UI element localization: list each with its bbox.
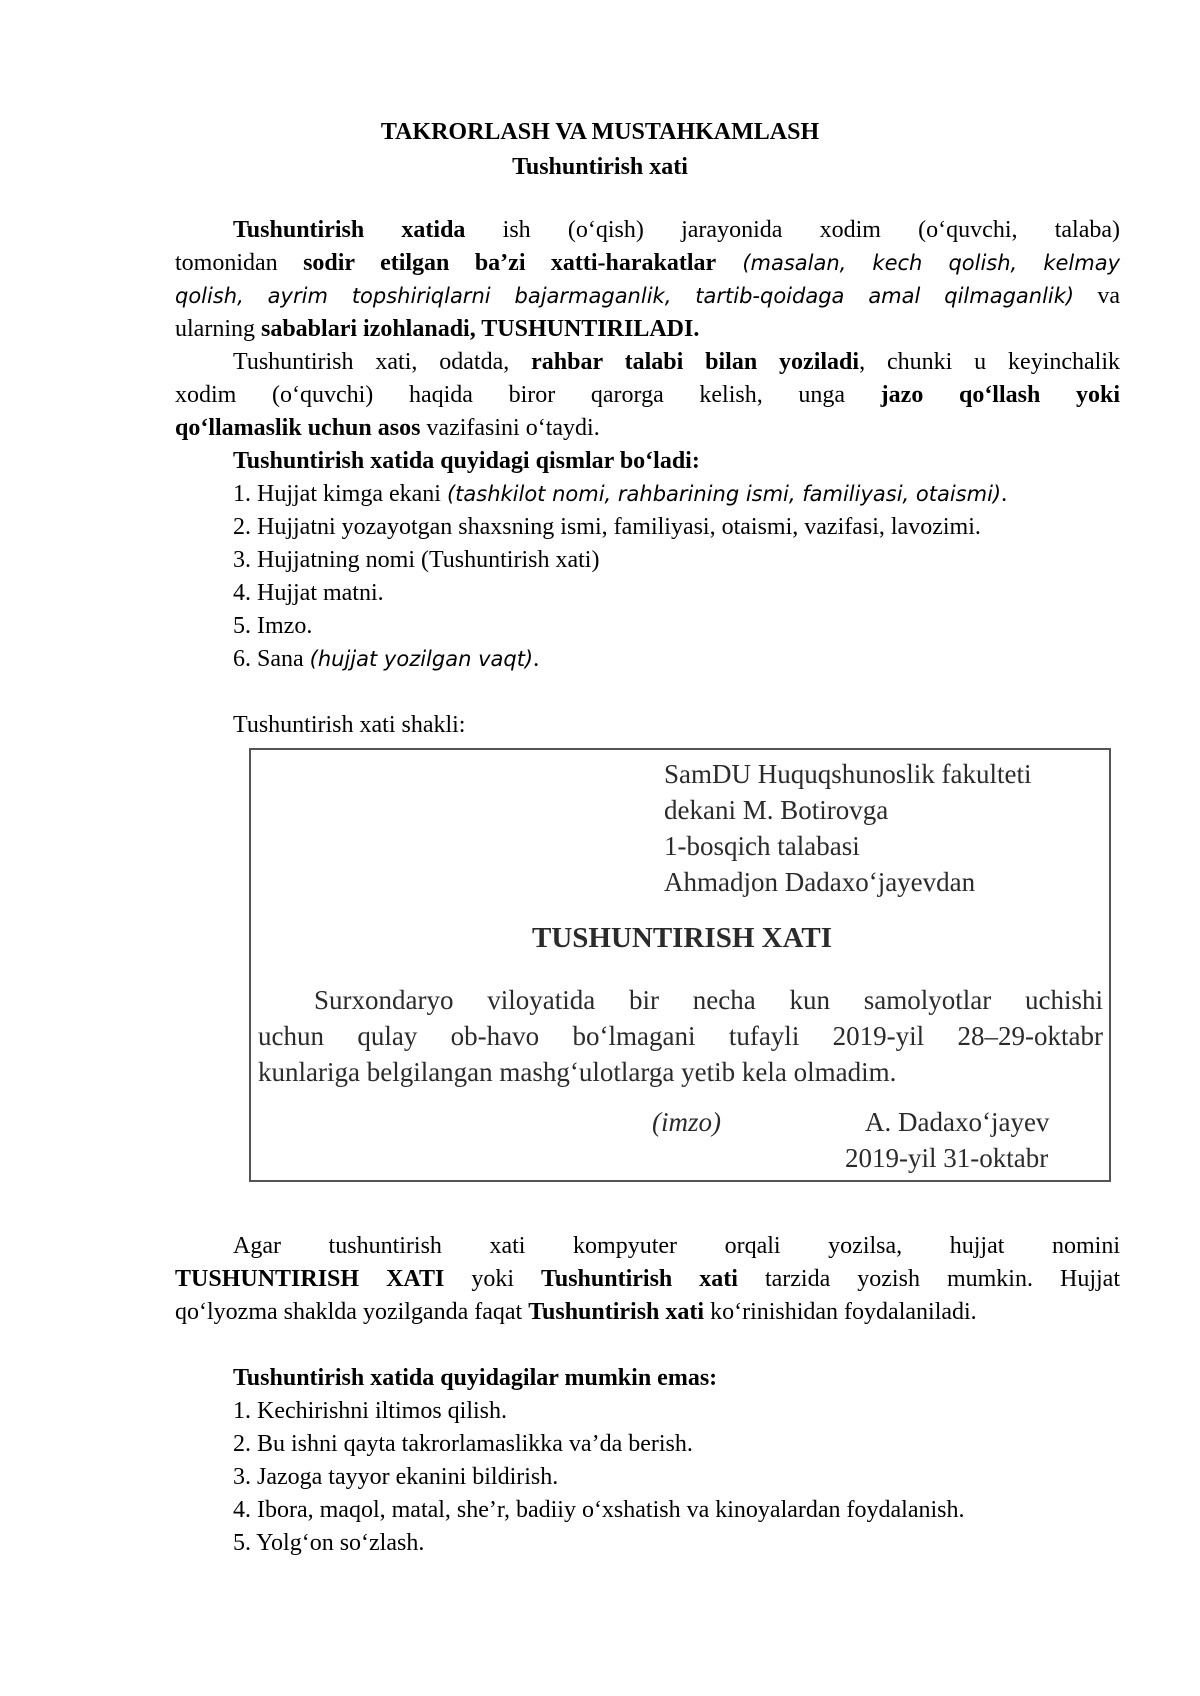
signer-name: A. Dadaxo‘jayev bbox=[865, 1107, 1050, 1137]
para3-line-2: TUSHUNTIRISH XATI yoki Tushuntirish xati tarzida yozish mumkin. Hujjat bbox=[175, 1266, 1120, 1292]
list-item: 2. Bu ishni qayta takrorlamaslikka va’da berish. bbox=[233, 1431, 693, 1457]
para3-line-1: Agar tushuntirish xati kompyuter orqali yozilsa, hujjat nomini bbox=[233, 1233, 1120, 1259]
intro-line-3: qolish, ayrim topshiriqlarni bajarmaganlik, tartib-qoidaga amal qilmaganlik) va bbox=[175, 283, 1120, 309]
intro-line-2: tomonidan sodir etilgan ba’zi xatti-harakatlar (masalan, kech qolish, kelmay bbox=[175, 250, 1120, 276]
page-subtitle: Tushuntirish xati bbox=[512, 154, 688, 180]
page-title: TAKRORLASH VA MUSTAHKAMLASH bbox=[380, 119, 820, 145]
letter-body-line: Surxondaryo viloyatida bir necha kun samolyotlar uchishi bbox=[314, 985, 1103, 1015]
list-item: 1. Hujjat kimga ekani (tashkilot nomi, rahbarining ismi, familiyasi, otaismi). bbox=[233, 481, 1008, 507]
list-item: 2. Hujjatni yozayotgan shaxsning ismi, familiyasi, otaismi, vazifasi, lavozimi. bbox=[233, 514, 981, 540]
para2-line-2: xodim (o‘quvchi) haqida biror qarorga kelish, unga jazo qo‘llash yoki bbox=[175, 382, 1121, 408]
letter-date: 2019-yil 31-oktabr bbox=[845, 1143, 1049, 1173]
list-item: 1. Kechirishni iltimos qilish. bbox=[233, 1398, 507, 1424]
list-item: 3. Jazoga tayyor ekanini bildirish. bbox=[233, 1464, 559, 1490]
parts-heading: Tushuntirish xatida quyidagi qismlar bo‘ladi: bbox=[233, 448, 700, 474]
letter-body-line: kunlariga belgilangan mashg‘ulotlarga yetib kela olmadim. bbox=[258, 1057, 897, 1087]
para3-line-3: qo‘lyozma shaklda yozilganda faqat Tushuntirish xati ko‘rinishidan foydalaniladi. bbox=[175, 1299, 977, 1325]
intro-line-4: ularning sabablari izohlanadi, TUSHUNTIRILADI. bbox=[175, 316, 700, 342]
list-item: 4. Ibora, maqol, matal, she’r, badiiy o‘xshatish va kinoyalardan foydalanish. bbox=[233, 1497, 965, 1523]
form-label: Tushuntirish xati shakli: bbox=[233, 712, 466, 738]
sample-letter bbox=[249, 748, 1111, 1182]
addressee-line: SamDU Huquqshunoslik fakulteti bbox=[664, 759, 1032, 789]
addressee-line: Ahmadjon Dadaxo‘jayevdan bbox=[664, 867, 976, 897]
intro-line-1: Tushuntirish xatida ish (o‘qish) jarayonida xodim (o‘quvchi, talaba) bbox=[233, 217, 1120, 243]
addressee-line: 1-bosqich talabasi bbox=[664, 831, 860, 861]
list-item: 5. Imzo. bbox=[233, 613, 313, 639]
list-item: 6. Sana (hujjat yozilgan vaqt). bbox=[233, 646, 540, 672]
signature-label: (imzo) bbox=[652, 1107, 721, 1137]
forbidden-heading: Tushuntirish xatida quyidagilar mumkin emas: bbox=[233, 1365, 718, 1391]
letter-title: TUSHUNTIRISH XATI bbox=[531, 922, 832, 954]
list-item: 3. Hujjatning nomi (Tushuntirish xati) bbox=[233, 547, 600, 573]
list-item: 4. Hujjat matni. bbox=[233, 580, 384, 606]
list-item: 5. Yolg‘on so‘zlash. bbox=[233, 1530, 425, 1556]
para2-line-1: Tushuntirish xati, odatda, rahbar talabi bilan yoziladi, chunki u keyinchalik bbox=[233, 349, 1121, 375]
addressee-line: dekani M. Botirovga bbox=[664, 795, 889, 825]
para2-line-3: qo‘llamaslik uchun asos vazifasini o‘taydi. bbox=[175, 415, 600, 441]
letter-body-line: uchun qulay ob-havo bo‘lmagani tufayli 2019-yil 28–29-oktabr bbox=[258, 1021, 1103, 1051]
